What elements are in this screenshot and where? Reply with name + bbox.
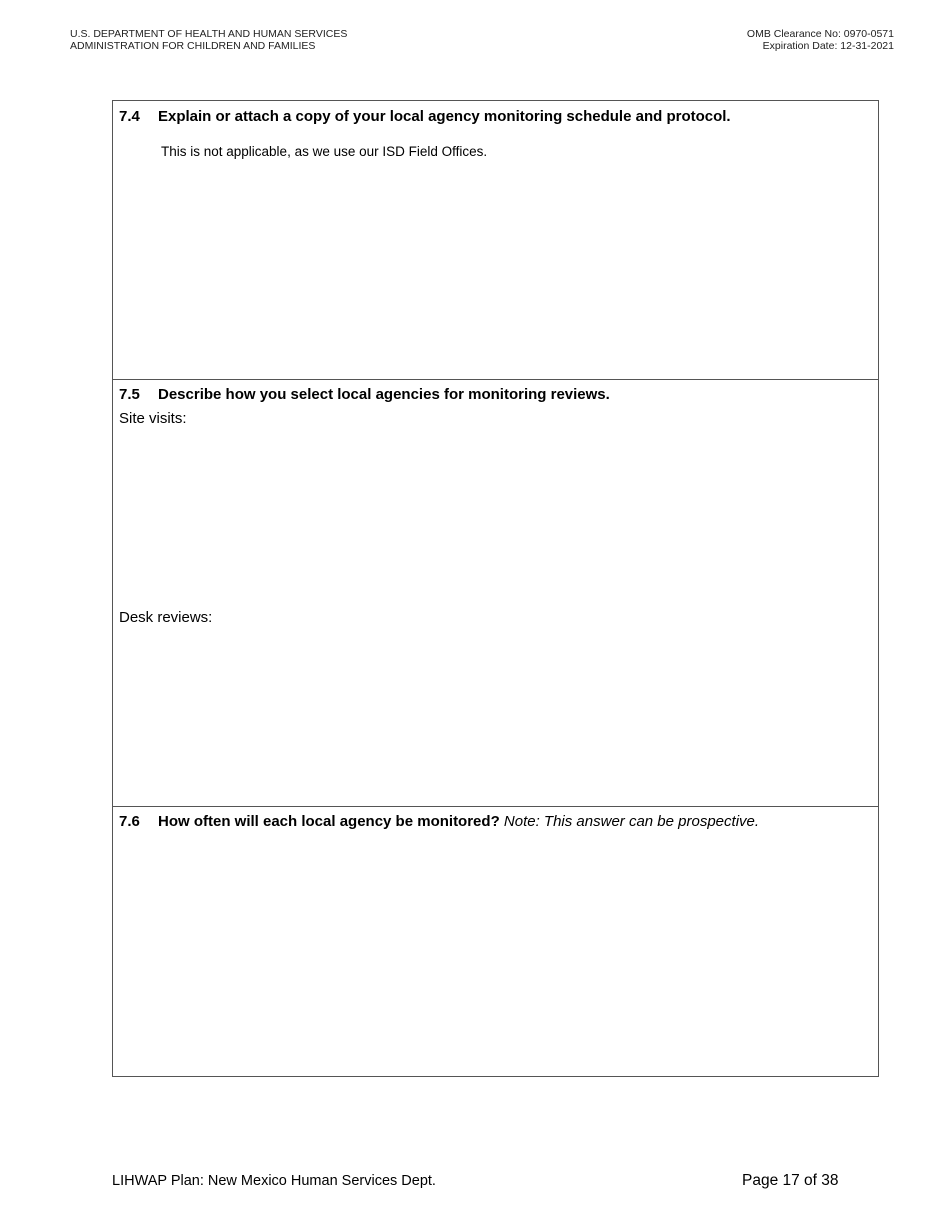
section-number: 7.5 [119,386,140,403]
section-number: 7.6 [119,813,140,830]
footer-page-number: Page 17 of 38 [742,1172,839,1189]
section-7-5 [113,379,878,807]
section-7-4-answer: This is not applicable, as we use our ISD Field Offices. [161,144,488,159]
section-question: Explain or attach a copy of your local agency monitoring schedule and protocol. [158,108,731,125]
agency-line-1: U.S. DEPARTMENT OF HEALTH AND HUMAN SERVICES [70,28,348,40]
omb-clearance: OMB Clearance No: 0970-0571 [746,28,894,40]
section-7-4-heading [119,108,731,126]
expiration-date: Expiration Date: 12-31-2021 [762,40,894,52]
footer-plan: LIHWAP Plan: New Mexico Human Services Dept. [112,1173,436,1189]
section-7-5-heading [119,386,610,404]
section-number: 7.4 [119,108,140,125]
section-note: Note: This answer can be prospective. [503,813,760,830]
page-header-agency [70,28,347,52]
section-7-4 [113,101,878,380]
section-question: How often will each local agency be monitored? [158,813,500,830]
form-table [112,100,879,1077]
desk-reviews-label: Desk reviews: [119,609,213,626]
page-header-omb [747,28,894,52]
section-question: Describe how you select local agencies for monitoring reviews. [158,386,610,403]
section-7-6 [113,806,878,1078]
site-visits-label: Site visits: [119,410,187,427]
agency-line-2: ADMINISTRATION FOR CHILDREN AND FAMILIES [70,40,316,52]
section-7-6-heading [119,813,759,831]
